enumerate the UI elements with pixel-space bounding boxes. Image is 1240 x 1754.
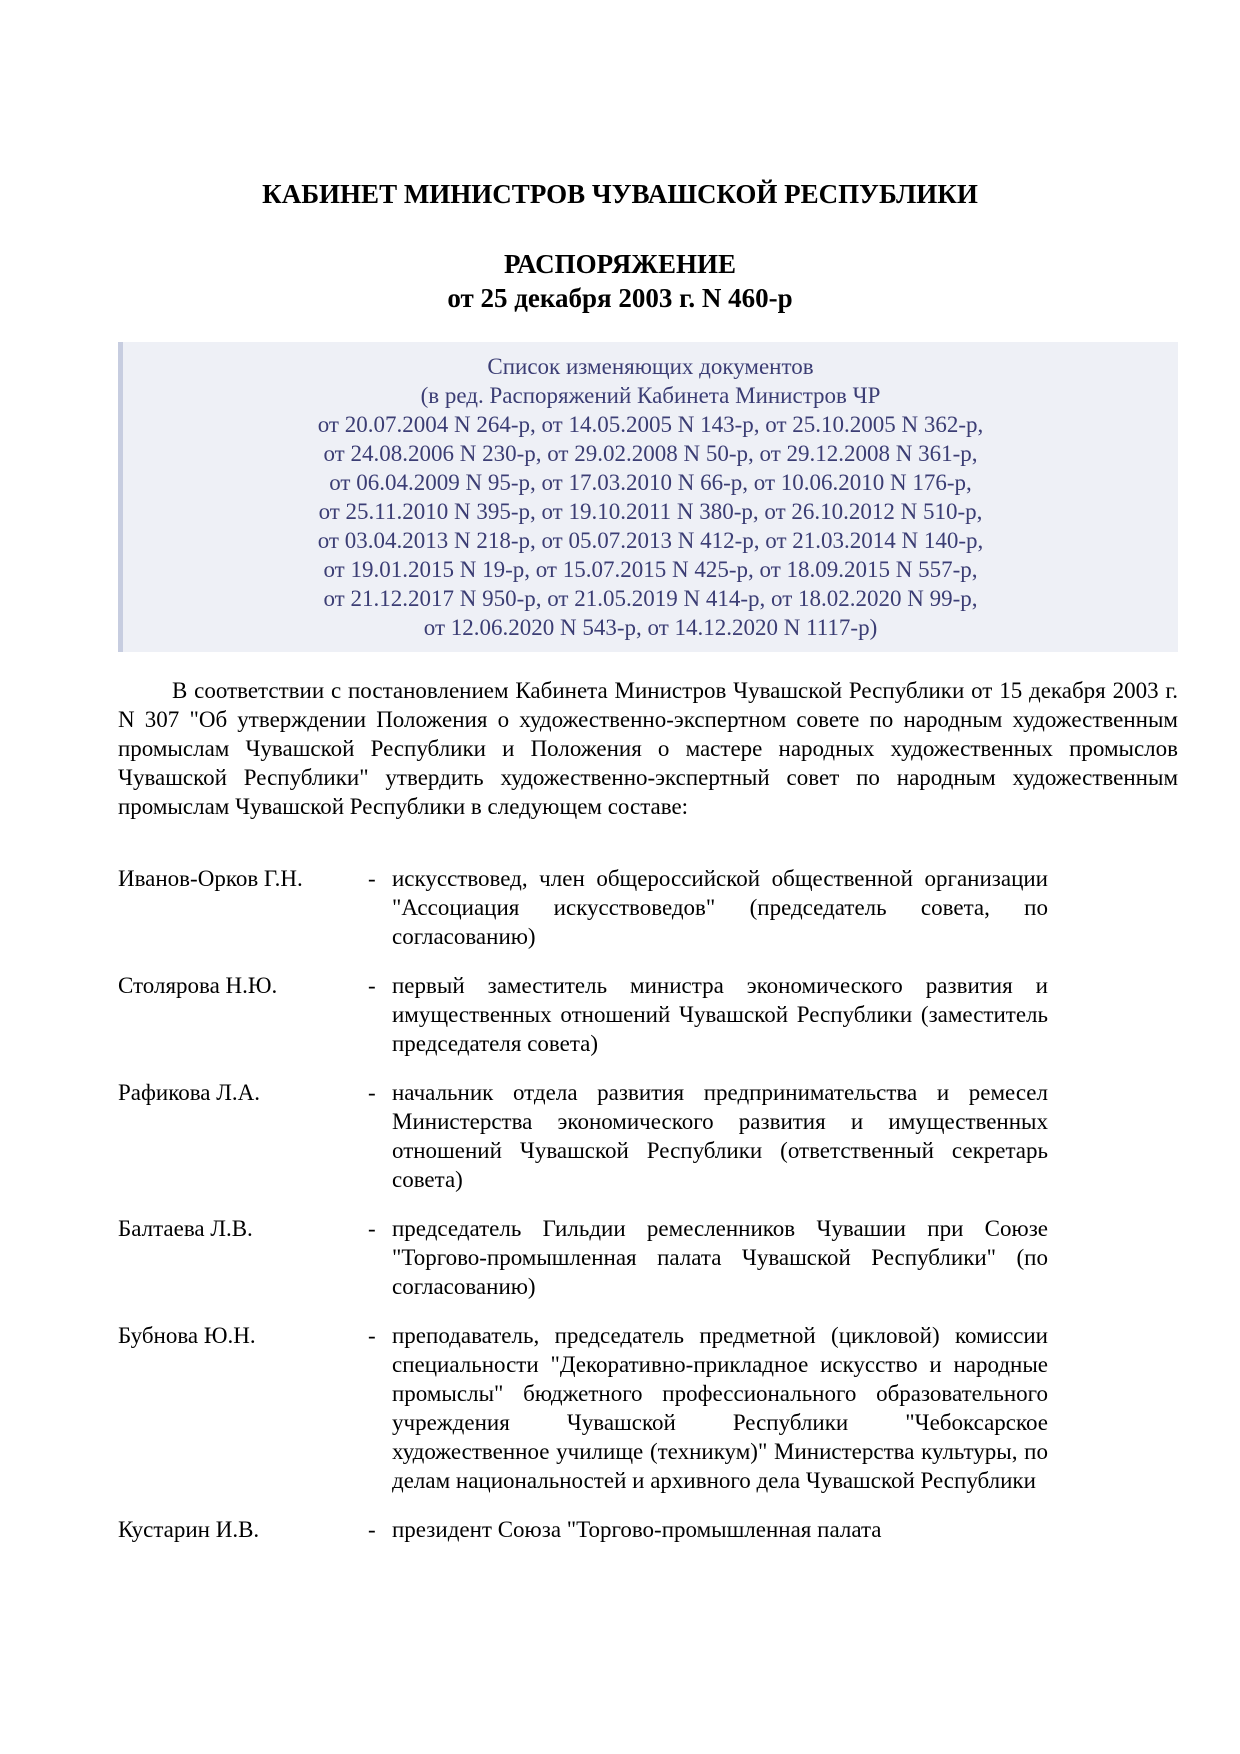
- council-member: [118, 1078, 1048, 1194]
- council-member: [118, 1515, 1048, 1544]
- amending-documents-line: от 12.06.2020 N 543-р, от 14.12.2020 N 1117-р): [423, 615, 878, 640]
- amending-documents-line: от 25.11.2010 N 395-р, от 19.10.2011 N 380-р, от 26.10.2012 N 510-р,: [318, 499, 983, 524]
- amending-documents-line: от 06.04.2009 N 95-р, от 17.03.2010 N 66-р, от 10.06.2010 N 176-р,: [329, 470, 972, 495]
- amending-documents-box: [118, 342, 1178, 652]
- organization-title: КАБИНЕТ МИНИСТРОВ ЧУВАШСКОЙ РЕСПУБЛИКИ: [262, 179, 978, 209]
- member-dash: -: [368, 866, 376, 891]
- amending-documents-line: от 19.01.2015 N 19-р, от 15.07.2015 N 425-р, от 18.09.2015 N 557-р,: [323, 557, 978, 582]
- member-dash: -: [368, 1517, 376, 1542]
- amending-documents-line: от 24.08.2006 N 230-р, от 29.02.2008 N 50-р, от 29.12.2008 N 361-р,: [323, 441, 978, 466]
- member-dash: -: [368, 973, 376, 998]
- preamble-paragraph: В соответствии с постановлением Кабинета Министров Чувашской Республики от 15 декабря 2003 г. N 307 "Об утверждении Положения о художественно-экспертном совете по народным художественным промыслам Чувашской Республики и Положения о мастере народных художественных промыслов Чувашской Республики" утвердить художественно-экспертный совет по народным художественным промыслам Чувашской Республики в следующем составе:: [118, 678, 1178, 819]
- member-name: Столярова Н.Ю.: [118, 973, 278, 998]
- amending-documents-line: (в ред. Распоряжений Кабинета Министров ЧР: [420, 383, 881, 408]
- document-date: от 25 декабря 2003 г. N 460-р: [447, 283, 793, 313]
- member-name: Кустарин И.В.: [118, 1517, 260, 1542]
- amending-documents-line: от 20.07.2004 N 264-р, от 14.05.2005 N 143-р, от 25.10.2005 N 362-р,: [317, 412, 984, 437]
- member-name: Бубнова Ю.Н.: [118, 1323, 256, 1348]
- member-dash: -: [368, 1080, 376, 1105]
- council-member: [118, 971, 1048, 1058]
- council-member: [118, 1321, 1048, 1495]
- document-type: РАСПОРЯЖЕНИЕ: [503, 249, 737, 279]
- amending-documents-line: от 03.04.2013 N 218-р, от 05.07.2013 N 412-р, от 21.03.2014 N 140-р,: [317, 528, 984, 553]
- member-dash: -: [368, 1323, 376, 1348]
- amending-documents-line: от 21.12.2017 N 950-р, от 21.05.2019 N 414-р, от 18.02.2020 N 99-р,: [323, 586, 978, 611]
- council-member: [118, 864, 1048, 951]
- member-name: Балтаева Л.В.: [118, 1216, 253, 1241]
- member-description: искусствовед, член общероссийской общественной организации "Ассоциация искусствоведов" (председатель совета, по согласованию): [392, 866, 1048, 949]
- member-description: президент Союза "Торгово-промышленная палата: [392, 1517, 882, 1542]
- member-name: Иванов-Орков Г.Н.: [118, 866, 303, 891]
- council-members-list: [118, 864, 1048, 1564]
- member-name: Рафикова Л.А.: [118, 1080, 260, 1105]
- member-description: преподаватель, председатель предметной (цикловой) комиссии специальности "Декоративно-прикладное искусство и народные промыслы" бюджетного профессионального образовательного учреждения Чувашской Республики "Чебоксарское художественное училище (техникум)" Министерства культуры, по делам национальностей и архивного дела Чувашской Республики: [392, 1323, 1048, 1493]
- council-member: [118, 1214, 1048, 1301]
- member-description: начальник отдела развития предпринимательства и ремесел Министерства экономического развития и имущественных отношений Чувашской Республики (ответственный секретарь совета): [392, 1080, 1048, 1192]
- member-description: председатель Гильдии ремесленников Чувашии при Союзе "Торгово-промышленная палата Чувашской Республики" (по согласованию): [392, 1216, 1048, 1299]
- amending-documents-heading: Список изменяющих документов: [487, 354, 814, 379]
- member-dash: -: [368, 1216, 376, 1241]
- member-description: первый заместитель министра экономического развития и имущественных отношений Чувашской Республики (заместитель председателя совета): [392, 973, 1048, 1056]
